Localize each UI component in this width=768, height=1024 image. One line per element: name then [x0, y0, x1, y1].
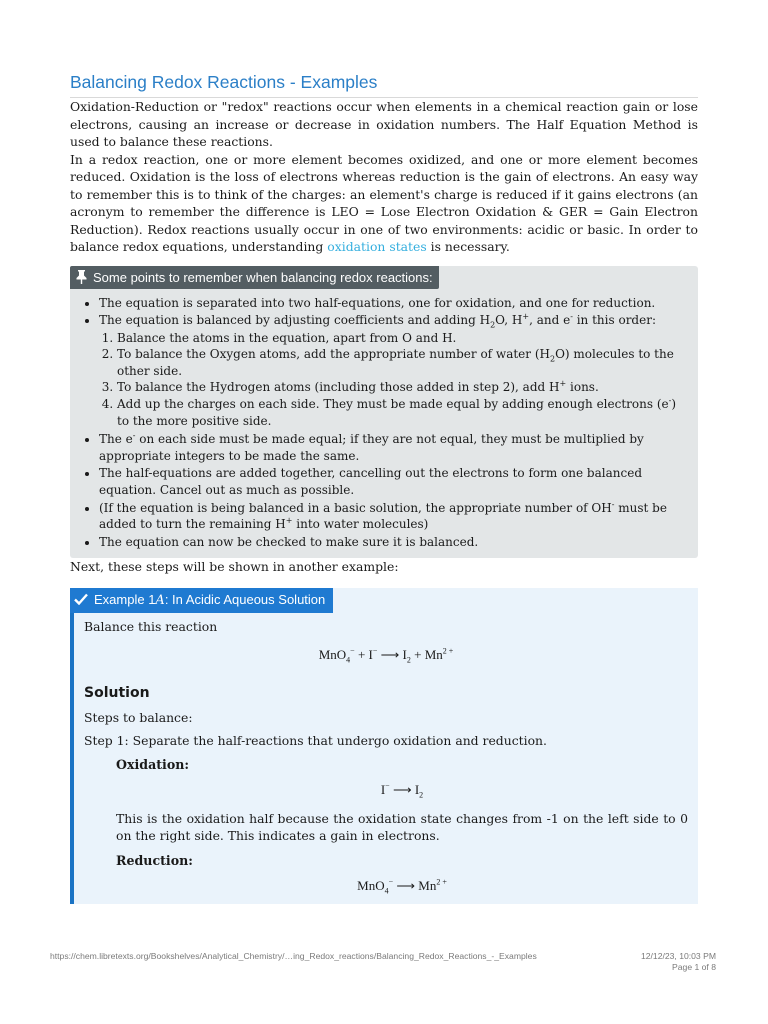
point-text: The e — [99, 432, 133, 447]
reduction-label: Reduction: — [116, 852, 193, 868]
eq-term: MnO — [318, 646, 347, 662]
eq-term: + Mn — [410, 646, 443, 662]
eq-arrow: ⟶ — [393, 877, 419, 893]
intro-text-end: is necessary. — [426, 239, 510, 254]
eq-sup: 2 + — [442, 646, 454, 656]
superscript: - — [668, 396, 672, 406]
superscript: + — [285, 516, 293, 526]
superscript: - — [570, 312, 573, 322]
step-1: Step 1: Separate the half-reactions that undergo oxidation and reduction. — [84, 732, 547, 748]
step-text: ions. — [566, 380, 599, 395]
intro-text: In a redox reaction, one or more element becomes oxidized, and one or more element becomes reduced. Oxidation is the loss of electrons whereas reduction is the gain of electrons. An easy way to remember this is to think of the charges: an element's charge is reduced if it gains electrons (an acronym to remember the difference is LEO = Lose Electron Oxidation & GER = Gain Electron Reduction). Redox reactions usually occur in one of two environments: acidic or basic. In order to balance redox equations, understanding — [70, 151, 698, 254]
point-text: must be added to turn the remaining H — [99, 500, 667, 532]
subscript: 2 — [490, 320, 496, 330]
eq-sup: − — [388, 877, 394, 887]
reaction-equation — [84, 647, 688, 663]
example-heading[interactable] — [70, 588, 333, 613]
note-points — [70, 295, 688, 551]
step-text: Add up the charges on each side. They must be made equal by adding enough electrons (e — [117, 397, 669, 412]
balancing-step: 1. Balance the atoms in the equation, apart from O and H. — [117, 330, 688, 347]
example-box — [70, 588, 698, 904]
step-text: To balance the Oxygen atoms, add the appropriate number of water (H — [117, 347, 550, 362]
note-box — [70, 266, 698, 559]
superscript: + — [522, 312, 530, 322]
reduction-equation — [116, 878, 688, 894]
footer-datetime: 12/12/23, 10:03 PM — [640, 951, 716, 961]
note-point: • The equation is separated into two half-equations, one for oxidation, and one for reduction. — [99, 295, 688, 312]
eq-sub: 2 — [419, 790, 424, 800]
note-point — [99, 312, 688, 429]
oxidation-states-link[interactable]: oxidation states — [327, 239, 427, 254]
step-text: O) molecules to the other side. — [117, 347, 674, 378]
point-text: , and e — [529, 313, 571, 328]
eq-sub: 4 — [346, 655, 351, 665]
note-point: • The equation can now be checked to make sure it is balanced. — [99, 534, 688, 551]
point-text: O, H — [495, 313, 523, 328]
eq-term: Mn — [418, 877, 437, 893]
page-title: Balancing Redox Reactions - Examples — [70, 72, 698, 98]
step-text: To balance the Hydrogen atoms (including those added in step 2), add H — [117, 380, 560, 395]
balancing-steps — [99, 330, 688, 430]
point-text: into water molecules) — [292, 517, 429, 532]
eq-arrow: ⟶ — [377, 646, 403, 662]
eq-term: I — [414, 781, 420, 797]
eq-term: + I — [354, 646, 373, 662]
intro-paragraph-1: Oxidation-Reduction or "redox" reactions occur when elements in a chemical reaction gain or lose electrons, causing an increase or decrease in oxidation numbers. The Half Equation Method is used to balance these reactions. — [70, 99, 698, 149]
page-content — [70, 72, 698, 904]
note-point — [99, 431, 688, 464]
intro-paragraph-2 — [70, 151, 698, 256]
eq-term: I — [402, 646, 407, 662]
half-reactions — [84, 757, 688, 894]
eq-arrow: ⟶ — [389, 781, 415, 797]
point-text: in this order: — [572, 313, 656, 328]
eq-term: I — [380, 781, 386, 797]
steps-intro: Steps to balance: — [84, 709, 193, 725]
eq-sup: 2 + — [436, 877, 447, 887]
superscript: - — [132, 431, 136, 441]
example-prompt: Balance this reaction — [84, 618, 218, 634]
superscript: - — [611, 499, 615, 509]
point-text: on each side must be made equal; if they are not equal, they must be multiplied by appropriate integers to be made the same. — [99, 432, 644, 463]
eq-sub: 4 — [384, 886, 389, 896]
balancing-step — [117, 396, 688, 429]
example-body — [74, 613, 698, 894]
eq-sub: 2 — [406, 655, 411, 665]
solution-heading: Solution — [84, 684, 150, 701]
eq-term: MnO — [357, 877, 385, 893]
eq-sup: − — [385, 781, 390, 791]
oxidation-equation — [116, 782, 688, 798]
superscript: + — [559, 379, 567, 389]
note-heading-text: Some points to remember when balancing redox reactions: — [93, 269, 433, 285]
note-heading — [70, 266, 439, 289]
step-text: ) to the more positive side. — [117, 397, 676, 428]
eq-sup: − — [372, 646, 378, 656]
eq-sup: − — [350, 646, 355, 656]
example-label-italic: A — [155, 592, 165, 608]
point-text: The equation is balanced by adjusting coefficients and adding H — [99, 313, 491, 328]
note-point: • The half-equations are added together, cancelling out the electrons to form one balanced equation. Cancel out as much as possible. — [99, 465, 688, 498]
point-text: (If the equation is being balanced in a basic solution, the appropriate number of OH — [99, 500, 612, 515]
pin-icon — [76, 270, 87, 284]
balancing-step — [117, 379, 688, 396]
footer-url: https://chem.libretexts.org/Bookshelves/Analytical_Chemistry/…ing_Redox_reactions/Balancing_Redox_Reactions_-_Examples — [50, 951, 537, 961]
check-icon — [74, 593, 88, 605]
oxidation-explanation: This is the oxidation half because the oxidation state changes from -1 on the left side to 0 on the right side. This indicates a gain in electrons. — [116, 810, 688, 844]
note-point — [99, 500, 688, 533]
example-label-suffix: : In Acidic Aqueous Solution — [164, 591, 326, 607]
oxidation-label: Oxidation: — [116, 756, 190, 772]
subscript: 2 — [549, 354, 556, 364]
example-label: Example 1 — [94, 591, 156, 607]
footer-page: Page 1 of 8 — [672, 962, 716, 972]
footer-right — [641, 951, 716, 973]
balancing-step — [117, 346, 688, 379]
next-text: Next, these steps will be shown in another example: — [70, 559, 399, 575]
